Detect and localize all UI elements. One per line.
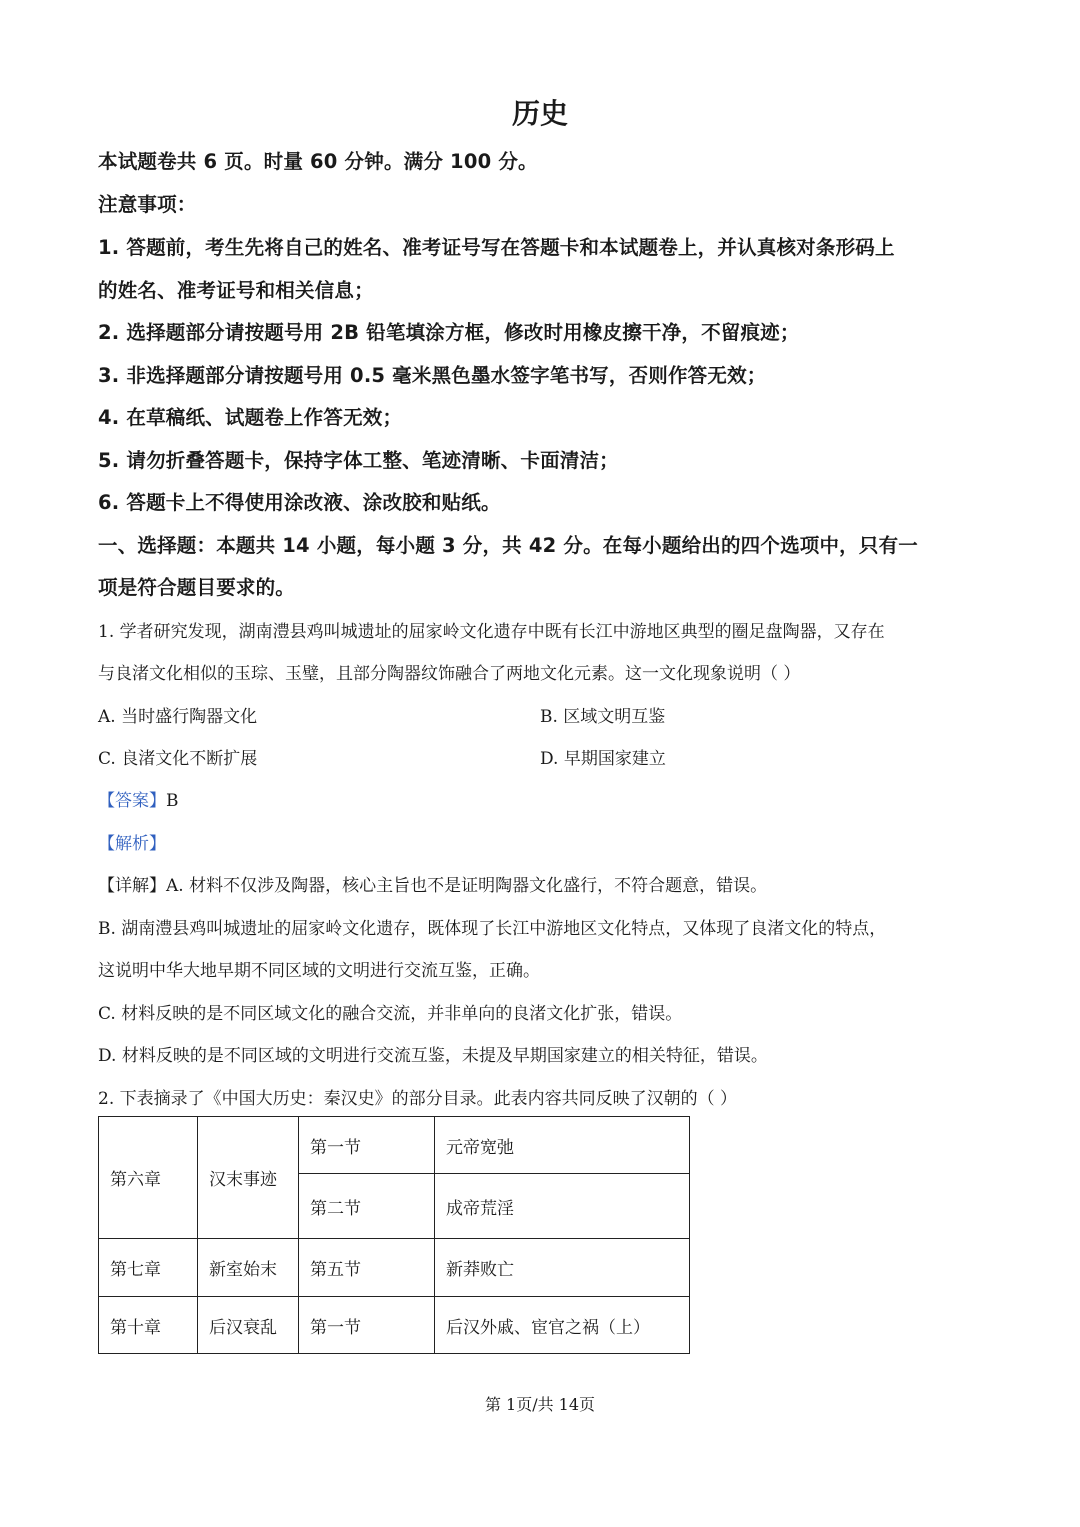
section-heading: 项是符合题目要求的。 — [98, 576, 296, 599]
page-title: 历史 — [511, 97, 568, 130]
table-cell: 第五节 — [299, 1239, 435, 1297]
table-cell: 元帝宽弛 — [435, 1117, 690, 1174]
table-row — [99, 1239, 690, 1297]
table-cell: 第十章 — [99, 1297, 198, 1354]
notice-item: 2. 选择题部分请按题号用 2B 铅笔填涂方框，修改时用橡皮擦干净，不留痕迹； — [98, 321, 800, 344]
detail-text: C. 材料反映的是不同区域文化的融合交流，并非单向的良渚文化扩张，错误。 — [98, 1004, 683, 1024]
analysis-label: 【解析】 — [98, 834, 166, 854]
table-cell: 成帝荒淫 — [435, 1174, 690, 1239]
answer-label: 【答案】 — [98, 791, 166, 811]
notice-item: 的姓名、准考证号和相关信息； — [98, 279, 374, 302]
table-cell: 第六章 — [99, 1117, 198, 1239]
option-b: B. 区域文明互鉴 — [540, 707, 666, 727]
exam-intro: 本试题卷共 6 页。时量 60 分钟。满分 100 分。 — [98, 150, 538, 173]
detail-text: B. 湖南澧县鸡叫城遗址的屈家岭文化遗存，既体现了长江中游地区文化特点，又体现了良渚文化的特点， — [98, 919, 887, 939]
answer-value: B — [166, 791, 179, 811]
detail-text: 这说明中华大地早期不同区域的文明进行交流互鉴，正确。 — [98, 961, 540, 981]
notice-item: 6. 答题卡上不得使用涂改液、涂改胶和贴纸。 — [98, 491, 501, 514]
detail-label: 【详解】 — [98, 876, 166, 896]
option-d: D. 早期国家建立 — [540, 749, 666, 769]
table-cell: 后汉外戚、宦官之祸（上） — [435, 1297, 690, 1354]
option-c: C. 良渚文化不断扩展 — [98, 749, 258, 769]
table-row — [99, 1117, 690, 1174]
table-row — [99, 1297, 690, 1354]
table-cell: 新室始末 — [198, 1239, 299, 1297]
question-1-stem: 与良渚文化相似的玉琮、玉璧，且部分陶器纹饰融合了两地文化元素。这一文化现象说明（ ） — [98, 664, 801, 684]
option-a: A. 当时盛行陶器文化 — [98, 707, 258, 727]
notice-item: 4. 在草稿纸、试题卷上作答无效； — [98, 406, 403, 429]
answer-line — [98, 786, 179, 811]
detail-text: A. 材料不仅涉及陶器，核心主旨也不是证明陶器文化盛行，不符合题意，错误。 — [166, 876, 768, 896]
notice-item: 3. 非选择题部分请按题号用 0.5 毫米黑色墨水签字笔书写，否则作答无效； — [98, 364, 767, 387]
section-heading: 一、选择题：本题共 14 小题，每小题 3 分，共 42 分。在每小题给出的四个选项中，只有一 — [98, 534, 918, 557]
table-cell: 汉末事迹 — [198, 1117, 299, 1239]
detail-text: D. 材料反映的是不同区域的文明进行交流互鉴，未提及早期国家建立的相关特征，错误。 — [98, 1046, 768, 1066]
question-1-stem: 1. 学者研究发现，湖南澧县鸡叫城遗址的屈家岭文化遗存中既有长江中游地区典型的圈足盘陶器，又存在 — [98, 622, 885, 642]
notice-item: 1. 答题前，考生先将自己的姓名、准考证号写在答题卡和本试题卷上，并认真核对条形码上 — [98, 236, 895, 259]
table-of-contents — [98, 1116, 690, 1354]
table-cell: 第一节 — [299, 1297, 435, 1354]
notice-item: 5. 请勿折叠答题卡，保持字体工整、笔迹清晰、卡面清洁； — [98, 449, 619, 472]
page-footer: 第 1页/共 14页 — [484, 1395, 596, 1414]
notice-heading: 注意事项： — [98, 193, 197, 216]
table-cell: 第二节 — [299, 1174, 435, 1239]
table-cell: 第一节 — [299, 1117, 435, 1174]
table-cell: 后汉衰乱 — [198, 1297, 299, 1354]
table-cell: 新莽败亡 — [435, 1239, 690, 1297]
question-2-stem: 2. 下表摘录了《中国大历史：秦汉史》的部分目录。此表内容共同反映了汉朝的（ ） — [98, 1089, 738, 1109]
table-cell: 第七章 — [99, 1239, 198, 1297]
detail-line — [98, 871, 767, 896]
